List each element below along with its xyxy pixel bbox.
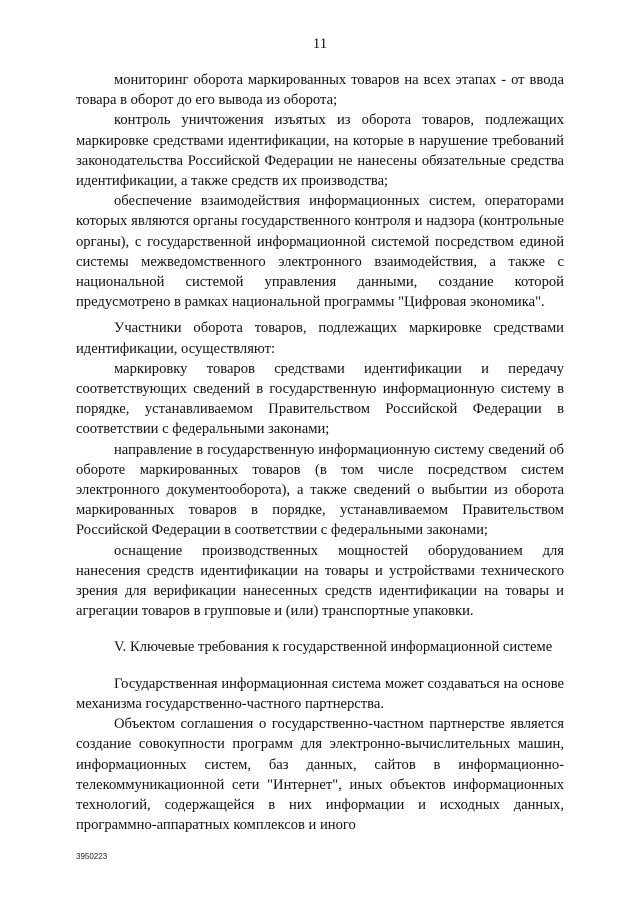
- paragraph-marking: маркировку товаров средствами идентификации и передачу соответствующих сведений в государственную информационную систему в порядке, устанавливаемом Правительством Российской Федерации в соответствии с федеральными законами;: [76, 360, 564, 438]
- paragraph-ppp-basis: Государственная информационная система может создаваться на основе механизма государственно-частного партнерства.: [76, 675, 564, 712]
- document-code: 3950223: [76, 852, 108, 861]
- paragraph-participants-intro: Участники оборота товаров, подлежащих маркировке средствами идентификации, осуществляют:: [76, 320, 564, 357]
- paragraph-monitoring: мониторинг оборота маркированных товаров на всех этапах - от ввода товара в оборот до его вывода из оборота;: [76, 72, 564, 109]
- paragraph-systems-interaction: обеспечение взаимодействия информационных систем, операторами которых являются органы государственного контроля и надзора (контрольные органы), с государственной информационной системой посредством единой системы межведомственного электронного взаимодействия, а также с национальной системой управления данными, создание которой предусмотрено в рамках национальной программы "Цифровая экономика".: [76, 193, 564, 311]
- paragraph-equipment: оснащение производственных мощностей оборудованием для нанесения средств идентификации на товары и устройствами технического зрения для верификации нанесенных средств идентификации на товары и агрегации товаров в групповые и (или) транспортные упаковки.: [76, 542, 564, 620]
- section-heading: V. Ключевые требования к государственной информационной системе: [114, 639, 553, 656]
- paragraph-ppp-object: Объектом соглашения о государственно-частном партнерстве является создание совокупности программ для электронно-вычислительных машин, информационных систем, баз данных, сайтов в информационно-телекоммуникационной сети "Интернет", иных объектов информационных технологий, содержащейся в них информации и исходных данных, программно-аппаратных комплексов и иного: [76, 716, 564, 834]
- paragraph-reporting: направление в государственную информационную систему сведений об обороте маркированных товаров (в том числе посредством систем электронного документооборота), а также сведений о выбытии из оборота маркированных товаров в порядке, устанавливаемом Правительством Российской Федерации в соответствии с федеральными законами;: [76, 441, 564, 539]
- paragraph-destruction-control: контроль уничтожения изъятых из оборота товаров, подлежащих маркировке средствами идентификации, на которые в нарушение требований законодательства Российской Федерации не нанесены обязательные средства идентификации, а также средств их производства;: [76, 112, 564, 190]
- document-body: [76, 70, 564, 835]
- page-number: 11: [312, 36, 328, 52]
